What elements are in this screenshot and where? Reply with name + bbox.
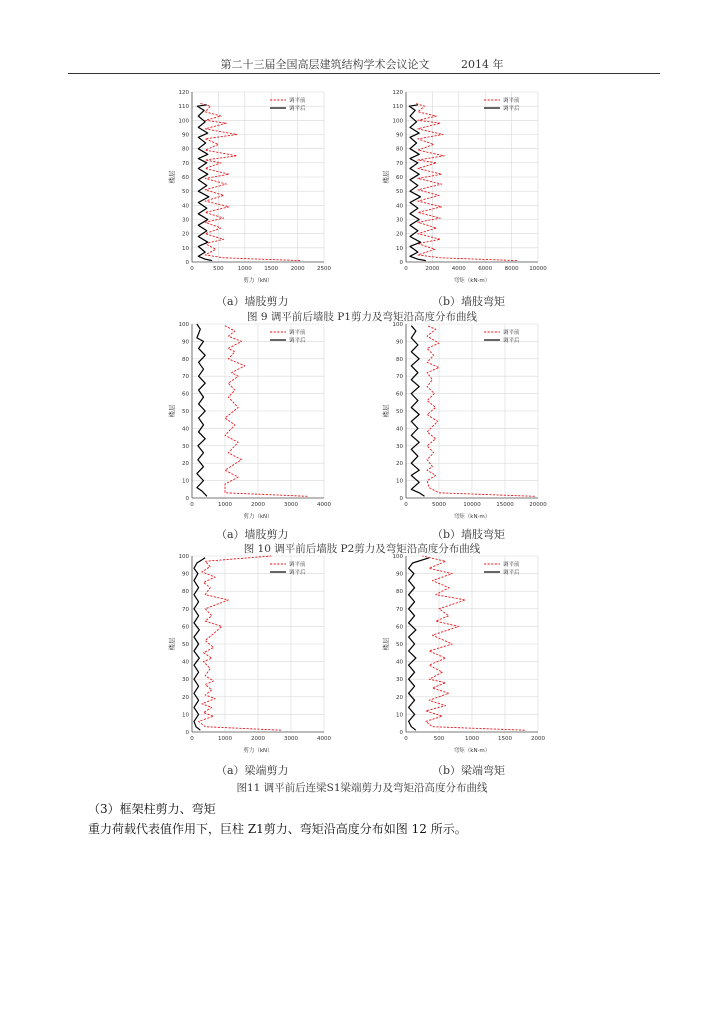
x-tick-label: 0 <box>404 266 408 272</box>
fig10a-svg <box>166 320 331 520</box>
y-tick-label: 60 <box>182 391 189 398</box>
y-tick-label: 10 <box>182 245 189 252</box>
y-tick-label: 50 <box>182 642 189 648</box>
header-rule <box>68 73 660 74</box>
caption-fig11a: （a）梁端剪力 <box>216 764 289 777</box>
legend-before-label: 调平前 <box>289 330 306 336</box>
caption-fig11b: （b）梁端弯矩 <box>432 764 506 777</box>
running-header <box>0 56 724 72</box>
series-before-line <box>415 103 517 260</box>
y-tick-label: 50 <box>182 189 189 196</box>
caption-fig10b: （b）墙肢弯矩 <box>432 528 506 541</box>
x-tick-label: 2500 <box>317 266 331 272</box>
x-axis-title: 弯矩（kN·m） <box>453 748 491 754</box>
y-tick-label: 30 <box>396 217 403 224</box>
chart-fig9b <box>380 88 547 284</box>
x-tick-label: 4000 <box>317 502 331 508</box>
y-tick-label: 60 <box>182 624 189 631</box>
y-tick-label: 30 <box>182 217 189 224</box>
y-tick-label: 120 <box>178 90 189 96</box>
y-tick-label: 70 <box>396 160 403 167</box>
y-tick-label: 40 <box>182 659 189 666</box>
series-before-line <box>200 103 300 260</box>
x-axis-title: 弯矩（kN·m） <box>453 278 491 284</box>
chart-fig9a <box>166 88 331 284</box>
y-tick-label: 70 <box>182 160 189 167</box>
y-tick-label: 40 <box>396 659 403 666</box>
header-year: 2014 年 <box>460 58 504 71</box>
x-tick-label: 2000 <box>251 502 265 508</box>
chart-fig11a <box>166 552 331 754</box>
series-before-line <box>199 556 282 730</box>
series-before-line <box>423 556 525 730</box>
y-tick-label: 10 <box>396 478 403 485</box>
y-tick-label: 10 <box>182 478 189 485</box>
series-after-line <box>197 105 212 261</box>
y-tick-label: 40 <box>396 426 403 433</box>
x-tick-label: 1000 <box>465 736 479 742</box>
y-tick-label: 100 <box>392 322 403 328</box>
caption-fig10: 图 10 调平前后墙肢 P2剪力及弯矩沿高度分布曲线 <box>243 543 481 555</box>
caption-fig9: 图 9 调平前后墙肢 P1剪力及弯矩沿高度分布曲线 <box>247 311 477 323</box>
x-tick-label: 10000 <box>529 266 547 272</box>
y-axis-title: 楼层 <box>382 404 390 418</box>
legend-after-label: 调平后 <box>289 106 306 112</box>
fig9b-svg <box>380 88 547 284</box>
y-tick-label: 50 <box>182 409 189 415</box>
x-tick-label: 4000 <box>451 266 466 272</box>
x-tick-label: 1500 <box>264 266 279 272</box>
fig11b-svg <box>380 552 545 754</box>
x-tick-label: 20000 <box>529 502 547 508</box>
x-axis-title: 剪力（kN） <box>243 514 273 520</box>
y-tick-label: 90 <box>396 571 403 578</box>
x-tick-label: 0 <box>404 502 408 508</box>
x-tick-label: 3000 <box>284 736 298 742</box>
y-axis-title: 楼层 <box>168 170 176 184</box>
y-tick-label: 80 <box>396 146 403 153</box>
y-tick-label: 100 <box>178 554 189 560</box>
y-tick-label: 70 <box>396 606 403 613</box>
y-tick-label: 10 <box>396 712 403 719</box>
x-axis-title: 剪力（kN） <box>243 748 273 754</box>
y-tick-label: 80 <box>182 356 189 363</box>
caption-fig11: 图11 调平前后连梁S1梁端剪力及弯矩沿高度分布曲线 <box>236 782 488 794</box>
y-tick-label: 20 <box>182 461 189 468</box>
x-tick-label: 500 <box>213 266 224 272</box>
x-axis-title: 弯矩（kN·m） <box>453 514 491 520</box>
legend-before-label: 调平前 <box>503 330 520 336</box>
y-tick-label: 100 <box>392 554 403 560</box>
y-tick-label: 30 <box>396 443 403 450</box>
y-axis-title: 楼层 <box>168 637 176 651</box>
y-tick-label: 40 <box>396 203 403 210</box>
legend-before-label: 调平前 <box>503 562 520 568</box>
header-title: 第二十三届全国高层建筑结构学术会议论文 <box>220 58 430 71</box>
y-tick-label: 20 <box>396 461 403 468</box>
x-tick-label: 2000 <box>290 266 305 272</box>
x-tick-label: 0 <box>190 502 194 508</box>
x-tick-label: 15000 <box>496 502 514 508</box>
fig9a-svg <box>166 88 331 284</box>
y-tick-label: 70 <box>396 374 403 381</box>
chart-fig10b <box>380 320 547 520</box>
legend-before-label: 调平前 <box>503 98 520 104</box>
x-tick-label: 500 <box>433 736 445 742</box>
y-tick-label: 80 <box>182 589 189 596</box>
caption-fig10a: （a）墙肢剪力 <box>216 528 289 541</box>
y-tick-label: 50 <box>396 409 403 415</box>
y-tick-label: 100 <box>178 322 189 328</box>
y-tick-label: 40 <box>182 426 189 433</box>
section-heading: （3）框架柱剪力、弯矩 <box>88 802 216 816</box>
y-tick-label: 10 <box>182 712 189 719</box>
x-tick-label: 8000 <box>504 266 519 272</box>
y-tick-label: 60 <box>396 391 403 398</box>
x-tick-label: 1500 <box>498 736 512 742</box>
y-tick-label: 30 <box>182 677 189 684</box>
y-axis-title: 楼层 <box>382 637 390 651</box>
caption-fig9b: （b）墙肢弯矩 <box>432 295 506 308</box>
y-tick-label: 90 <box>182 132 189 139</box>
x-tick-label: 5000 <box>432 502 446 508</box>
y-axis-title: 楼层 <box>382 170 390 184</box>
series-after-line <box>197 324 207 496</box>
chart-fig10a <box>166 320 331 520</box>
y-tick-label: 90 <box>182 571 189 578</box>
x-tick-label: 2000 <box>251 736 265 742</box>
legend-after-label: 调平后 <box>503 570 520 576</box>
y-tick-label: 20 <box>396 231 403 238</box>
legend-before-label: 调平前 <box>289 98 306 104</box>
y-tick-label: 20 <box>182 231 189 238</box>
x-tick-label: 1000 <box>218 502 232 508</box>
y-tick-label: 60 <box>396 175 403 181</box>
x-axis-title: 剪力（kN） <box>243 278 273 284</box>
body-paragraph: 重力荷载代表值作用下，巨柱 Z1剪力、弯矩沿高度分布如图 12 所示。 <box>88 822 467 836</box>
x-tick-label: 0 <box>404 736 408 742</box>
x-tick-label: 2000 <box>531 736 545 742</box>
x-tick-label: 6000 <box>478 266 493 272</box>
y-tick-label: 0 <box>185 730 189 736</box>
legend-after-label: 调平后 <box>289 570 306 576</box>
y-tick-label: 80 <box>396 589 403 596</box>
legend-after-label: 调平后 <box>503 106 520 112</box>
chart-fig11b <box>380 552 545 754</box>
y-tick-label: 60 <box>182 175 189 181</box>
fig10b-svg <box>380 320 547 520</box>
caption-fig9a: （a）墙肢剪力 <box>216 295 289 308</box>
x-tick-label: 10000 <box>463 502 481 508</box>
fig11a-svg <box>166 552 331 754</box>
y-tick-label: 110 <box>392 104 403 111</box>
x-tick-label: 4000 <box>317 736 331 742</box>
y-tick-label: 90 <box>182 339 189 346</box>
legend-after-label: 调平后 <box>289 338 306 344</box>
y-axis-title: 楼层 <box>168 404 176 418</box>
y-tick-label: 40 <box>182 203 189 210</box>
y-tick-label: 30 <box>182 443 189 450</box>
y-tick-label: 60 <box>396 624 403 631</box>
x-tick-label: 3000 <box>284 502 298 508</box>
legend-after-label: 调平后 <box>503 338 520 344</box>
y-tick-label: 0 <box>185 260 189 266</box>
y-tick-label: 70 <box>182 374 189 381</box>
y-tick-label: 20 <box>396 694 403 701</box>
y-tick-label: 20 <box>182 694 189 701</box>
y-tick-label: 0 <box>399 496 403 502</box>
y-tick-label: 100 <box>392 118 403 125</box>
y-tick-label: 50 <box>396 642 403 648</box>
y-tick-label: 0 <box>399 730 403 736</box>
y-tick-label: 30 <box>396 677 403 684</box>
y-tick-label: 110 <box>178 104 189 111</box>
y-tick-label: 70 <box>182 606 189 613</box>
y-tick-label: 0 <box>399 260 403 266</box>
legend-before-label: 调平前 <box>289 562 306 568</box>
x-tick-label: 2000 <box>425 266 440 272</box>
y-tick-label: 100 <box>178 118 189 125</box>
x-tick-label: 0 <box>190 736 194 742</box>
y-tick-label: 10 <box>396 245 403 252</box>
x-tick-label: 1000 <box>218 736 232 742</box>
y-tick-label: 0 <box>185 496 189 502</box>
x-tick-label: 1000 <box>237 266 252 272</box>
y-tick-label: 50 <box>396 189 403 196</box>
y-tick-label: 80 <box>182 146 189 153</box>
x-tick-label: 0 <box>190 266 194 272</box>
y-tick-label: 90 <box>396 339 403 346</box>
y-tick-label: 80 <box>396 356 403 363</box>
y-tick-label: 120 <box>392 90 403 96</box>
y-tick-label: 90 <box>396 132 403 139</box>
series-after-line <box>409 105 426 261</box>
